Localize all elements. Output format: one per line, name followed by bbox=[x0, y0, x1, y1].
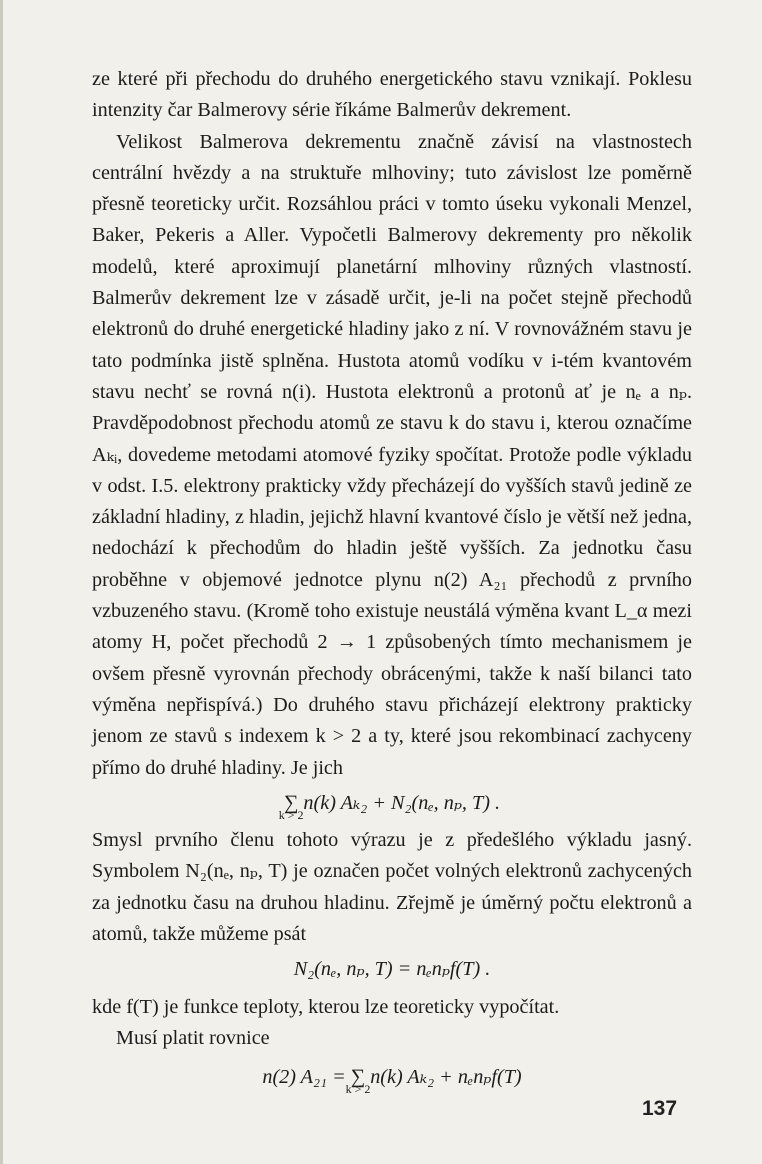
formula-2-body: N₂(nₑ, nₚ, T) = nₑnₚf(T) . bbox=[293, 958, 491, 981]
sum-symbol: ∑ k > 2 bbox=[278, 791, 304, 822]
paragraph-4: kde f(T) je funkce teploty, kterou lze teoreticky vypočítat. bbox=[92, 995, 560, 1018]
paragraph-3: Smysl prvního členu tohoto výrazu je z předešlého výkladu jasný. Symbolem N₂(nₑ, nₚ, T) je označen počet volných elektronů zachycených za jednotku času na druhou hladinu. Zřejmě je úměrný počtu elektronů a atomů, takže můžeme psát bbox=[92, 829, 692, 946]
sum-symbol: ∑ k > 2 bbox=[345, 1066, 371, 1097]
paragraph-5: Musí platit rovnice bbox=[116, 1026, 270, 1049]
formula-balance bbox=[92, 1062, 692, 1097]
sum-subscript: k > 2 bbox=[278, 807, 304, 822]
formula-3-body: n(k) Aₖ₂ + nₑnₚf(T) bbox=[370, 1066, 522, 1089]
formula-1-body: n(k) Aₖ₂ + N₂(nₑ, nₚ, T) . bbox=[303, 791, 501, 814]
paragraph-1: ze které při přechodu do druhého energetického stavu vznikají. Poklesu intenzity čar Balmerovy série říkáme Balmerův dekrement. bbox=[92, 68, 692, 122]
formula-3-lhs: n(2) A₂₁ = bbox=[262, 1066, 346, 1089]
formula-recombination bbox=[92, 954, 692, 985]
paragraph-2: Velikost Balmerova dekrementu značně závisí na vlastnostech centrální hvězdy a na struktuře mlhoviny; tuto závislost lze poměrně přesně teoreticky určit. Rozsáhlou práci v tomto úseku vykonali Menzel, Baker, Pekeris a Aller. Vypočetli Balmerovy dekrementy pro několik modelů, které aproximují planetární mlhoviny různých vlastností. Balmerův dekrement lze v zásadě určit, je-li na počet stejně přechodů elektronů do druhé energetické hladiny jako z ní. V rovnovážném stavu je tato podmínka jistě splněna. Hustota atomů vodíku v i-tém kvantovém stavu nechť se rovná n(i). Hustota elektronů a protonů ať je nₑ a nₚ. Pravděpodobnost přechodu atomů ze stavu k do stavu i, kterou označíme Aₖᵢ, dovedeme metodami atomové fyziky spočítat. Protože podle výkladu v odst. I.5. elektrony prakticky vždy přecházejí do vyšších stavů jedině ze základní hladiny, z hladin, jejichž hlavní kvantové číslo je větší než jedna, nedochází k přechodům do hladin ještě vyšších. Za jednotku času proběhne v objemové jednotce plynu n(2) A₂₁ přechodů z prvního vzbuzeného stavu. (Kromě toho existuje neustálá výměna kvant L_α mezi atomy H, počet přechodů 2 → 1 způsobených tímto mechanismem je ovšem přesně vyrovnán přechody obrácenými, takže k naší bilanci tato výměna nepřispívá.) Do druhého stavu přicházejí elektrony prakticky jenom ze stavů s indexem k > 2 a ty, které jsou rekombinací zachyceny přímo do druhé hladiny. Je jich bbox=[92, 130, 692, 779]
page-number: 137 bbox=[642, 1097, 678, 1120]
formula-sum-sources bbox=[92, 788, 692, 822]
page-text bbox=[92, 64, 692, 1100]
page-edge-shadow bbox=[0, 0, 3, 1164]
sum-subscript: k > 2 bbox=[345, 1082, 371, 1097]
